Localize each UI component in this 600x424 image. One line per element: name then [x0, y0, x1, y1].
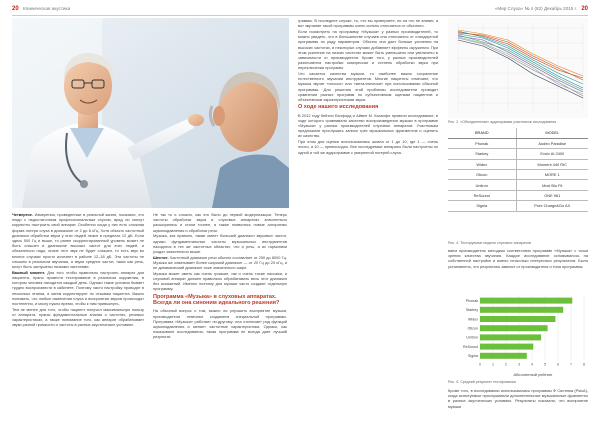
x-tick-label: 6: [557, 362, 559, 367]
x-tick-label: 0: [479, 362, 481, 367]
paragraph: [153, 255, 287, 271]
table-cell: Moment 440 RIC: [516, 159, 588, 169]
x-axis-label: Абсолютный рейтинг: [513, 372, 553, 377]
bar: [480, 334, 541, 340]
table-cell: Evolv AI 2400: [516, 149, 588, 159]
table-row: [448, 138, 588, 148]
table-cell: ONE 961: [516, 190, 588, 200]
header-left: [12, 6, 70, 12]
paragraph: граммы. В последнее случае, то, что вы проверяете, ни на что не влияет, а вот звучание такой программы очень сильно отличается от обычного.: [298, 18, 438, 29]
paragraph: Не так то и сложно, как это было до первой модернизации. Теперь частоты обработки звука в слуховых аппаратах значительно расширились и стали точнее, а также появились новые алгоритмы шумоподавления и обработки речи.: [153, 212, 287, 233]
x-tick-label: 7: [570, 362, 572, 367]
table-cell: Pure Charge&Go AX: [516, 201, 588, 211]
bar-label: Oticon: [467, 326, 478, 331]
paragraph: [12, 212, 144, 269]
text-column-5: [448, 388, 588, 409]
paragraph-text: Измерения, проведенные в реальной жизни, показали, что люди с недостаточным профессиональным слухом, вряд ли смогут корректно настроить свой аппарат. Особенно когда у них есть сложная форма потери слуха в диапазоне от 2 до 6 кГц. Хотя обычно частотный диапазон обработки звука у этих людей лежит в пределах 12 дБ. Если здесь 500 Гц и выше, то ранее скорректированный уровень может не быть слышен в диапазоне высоких частот для этих людей, и обязательно надо, иначе этот звук не будет слышен, то есть звук во многих случаях просто исчезнет в районе 12–18 дБ. Эти частоты не слышны в реальном звучании, а звуки средних частот, таких как речь, могут быть заглушены низкими частотами.: [12, 212, 144, 270]
table-row: [448, 190, 588, 200]
figure-caption: Рис. 5. Средний результат тестирования: [448, 380, 516, 384]
table-header-cell: MODEL: [516, 128, 588, 138]
bar: [480, 307, 563, 313]
audiogram-figure: [448, 18, 588, 118]
table-cell: Signia: [448, 201, 516, 211]
paragraph: Музыка может иметь как очень громкие, так и очень тихие пассажи, и слуховой аппарат должен правильно обрабатывать весь этот диапазон без искажений. Именно поэтому для музыки часто создают отдельную программу.: [153, 270, 287, 292]
figure-caption: Рис. 2. «Объединенная» аудиограмма участников исследования: [448, 120, 557, 124]
table-row: [448, 149, 588, 159]
text-column-3: [298, 18, 438, 155]
paragraph: ваем производитель методики соответствия программе «Музыка» с точки зрения качества звучания. Каждое исследование основывалось на собственной настройке и имело несколько интересных результатов. Было установлено, что результаты зависят от производителя и типа программы.: [448, 248, 588, 269]
paragraph-lead: Шестое.: [153, 254, 169, 260]
table-cell: Oticon: [448, 170, 516, 180]
table-cell: Phonak: [448, 138, 516, 148]
text-column-2: [153, 212, 287, 340]
table-cell: Unitron: [448, 180, 516, 190]
table-row: [448, 159, 588, 169]
paragraph: На обычный вопрос о том, можно ли улучшить восприятие музыки, производители отвечают созданием специальной программы. Программа «Музыка» работает по-другому: она отключает ряд функций шумоподавления и меняет частотные характеристики. Однако, как показывают исследования, такая программа не всегда дает лучший результат.: [153, 308, 287, 340]
bar-label: ReSound: [463, 344, 478, 349]
paragraph-text: Частотный диапазон речи обычно составляет от 250 до 8000 Гц. Музыка же охватывает более широкий диапазон — от 20 Гц до 20 кГц, и ее динамический диапазон тоже значительно шире.: [153, 254, 287, 271]
x-tick-label: 1: [492, 362, 494, 367]
bar-label: Signia: [468, 354, 478, 359]
x-tick-label: 3: [518, 362, 520, 367]
bar: [480, 316, 555, 322]
bar-label: Widex: [468, 317, 478, 322]
bar: [480, 325, 548, 331]
page-number-left: 20: [12, 6, 19, 12]
x-tick-label: 2: [505, 362, 507, 367]
paragraph: [12, 270, 144, 306]
x-tick-label: 5: [544, 362, 546, 367]
section-title: Клиническая акустика: [22, 6, 71, 11]
table-header-cell: BRAND: [448, 128, 516, 138]
section-heading: Программа «Музыка» в слуховых аппаратах. Всегда ли она синоним идеального решения?: [153, 293, 280, 306]
table-header-row: [448, 128, 588, 138]
table-caption: Рис. 4. Тестируемые модели слуховых аппаратов: [448, 241, 531, 245]
bar: [480, 353, 527, 359]
text-column-4: [448, 248, 588, 269]
table-cell: MORE 1: [516, 170, 588, 180]
bar-label: Unitron: [466, 335, 478, 340]
bar-label: Phonak: [465, 298, 478, 303]
table-cell: ReSound: [448, 190, 516, 200]
paragraph: Музыка, как правило, также имеет больший диапазон звуковых частот, однако фундаментальные частоты музыкальных инструментов находятся в тех же частотных областях, что и речь, а их гармоники уходят значительно выше.: [153, 233, 287, 254]
doctor-photo: [12, 18, 289, 208]
bar-label: Starkey: [465, 308, 478, 313]
paragraph-lead: Четвертое.: [12, 212, 34, 217]
paragraph: Если посмотреть на программу «Музыка» у разных производителей, то можно увидеть, что в большинстве случаев она отличается от стандартной программы по ряду параметров. Обычно она дает больше усиления на высоких частотах, в некоторых случаях добавляет эффекты окружения. При этом усиление на низких частотах может быть уменьшено или увеличено в зависимости от производителя. Кроме того, у разных производителей различаются настройки компрессии и степень обработки звука при переключении программ.: [298, 28, 438, 71]
paragraph: Что касается качества музыки, то наиболее важно сохранение естественного звучания инструментов. Многие пациенты отмечают, что музыка звучит «плоско» или «металлически» при использовании обычной программы. Для решения этой проблемы исследователи проводят сравнения разных программ по субъективным оценкам пациентов и объективным характеристикам звука.: [298, 71, 438, 103]
header-right: [495, 6, 588, 12]
table-row: [448, 201, 588, 211]
bar: [480, 298, 572, 304]
bar: [480, 344, 533, 350]
table-row: [448, 170, 588, 180]
page-number-right: 20: [581, 6, 588, 12]
table-cell: Widex: [448, 159, 516, 169]
table-cell: Starkey: [448, 149, 516, 159]
paragraph: При этом для оценки использовалась шкала от 1 до 10, где 1 — очень плохо, а 10 — превосходно. Все исследуемые аппараты были настроены по одной и той же аудиограмме с умеренной потерей слуха.: [298, 139, 438, 155]
table-row: [448, 180, 588, 190]
section-heading: О ходе нашего исследования: [298, 104, 379, 111]
devices-table: [448, 128, 588, 212]
paragraph: Кроме того, в исследовании использовались программы Ф Система (PsicA), когда испытуемые прослушивали дополнительные музыкальные фрагменты в разных акустических условиях. Результаты показали, что восприятие музыки: [448, 388, 588, 409]
journal-title: «Мир Слуха» № 4 (82) Декабрь 2015 г.: [494, 6, 578, 11]
paragraph-text: Для того чтобы правильно настроить аппарат для пациента, нужно провести тестирование в реальном окружении, в котором человек находится каждый день. Однако такие условия бывает трудно воспроизвести в кабинете. Поэтому часто настройку проводят в несколько этапов, а затем корректируют по отзывам пациента. Важно понимать, что любые изменения слуха и восприятия звуков происходят постепенно, и мозгу нужно время, чтобы к ним привыкнуть.: [12, 269, 144, 306]
paragraph-lead: Важный момент.: [12, 269, 46, 275]
paragraph: В 2012 году Кейтли Бэнфорд и Айвен М. Кахалфе провели исследование, в ходе которого сравнивали качество воспроизведения музыки в программе «Музыка» у разных производителей слуховых аппаратов. Участникам предложили прослушать записи трех музыкальных фрагментов и оценить их качество.: [298, 112, 438, 139]
rating-bar-chart: [448, 292, 588, 378]
table-cell: Audeo Paradise: [516, 138, 588, 148]
x-tick-label: 8: [583, 362, 585, 367]
x-tick-label: 4: [531, 362, 533, 367]
paragraph: Тем не менее для того, чтобы пациент получил максимальную пользу от аппарата, нужны фундаментальные знания о частотах, речевых характеристиках, а также понимание того, как аппарат обрабатывает звуки разной громкости и частоты в разных акустических условиях.: [12, 306, 144, 328]
header-rule: [12, 15, 588, 16]
table-cell: Moxi Blu Fit: [516, 180, 588, 190]
text-column-1: [12, 212, 144, 328]
